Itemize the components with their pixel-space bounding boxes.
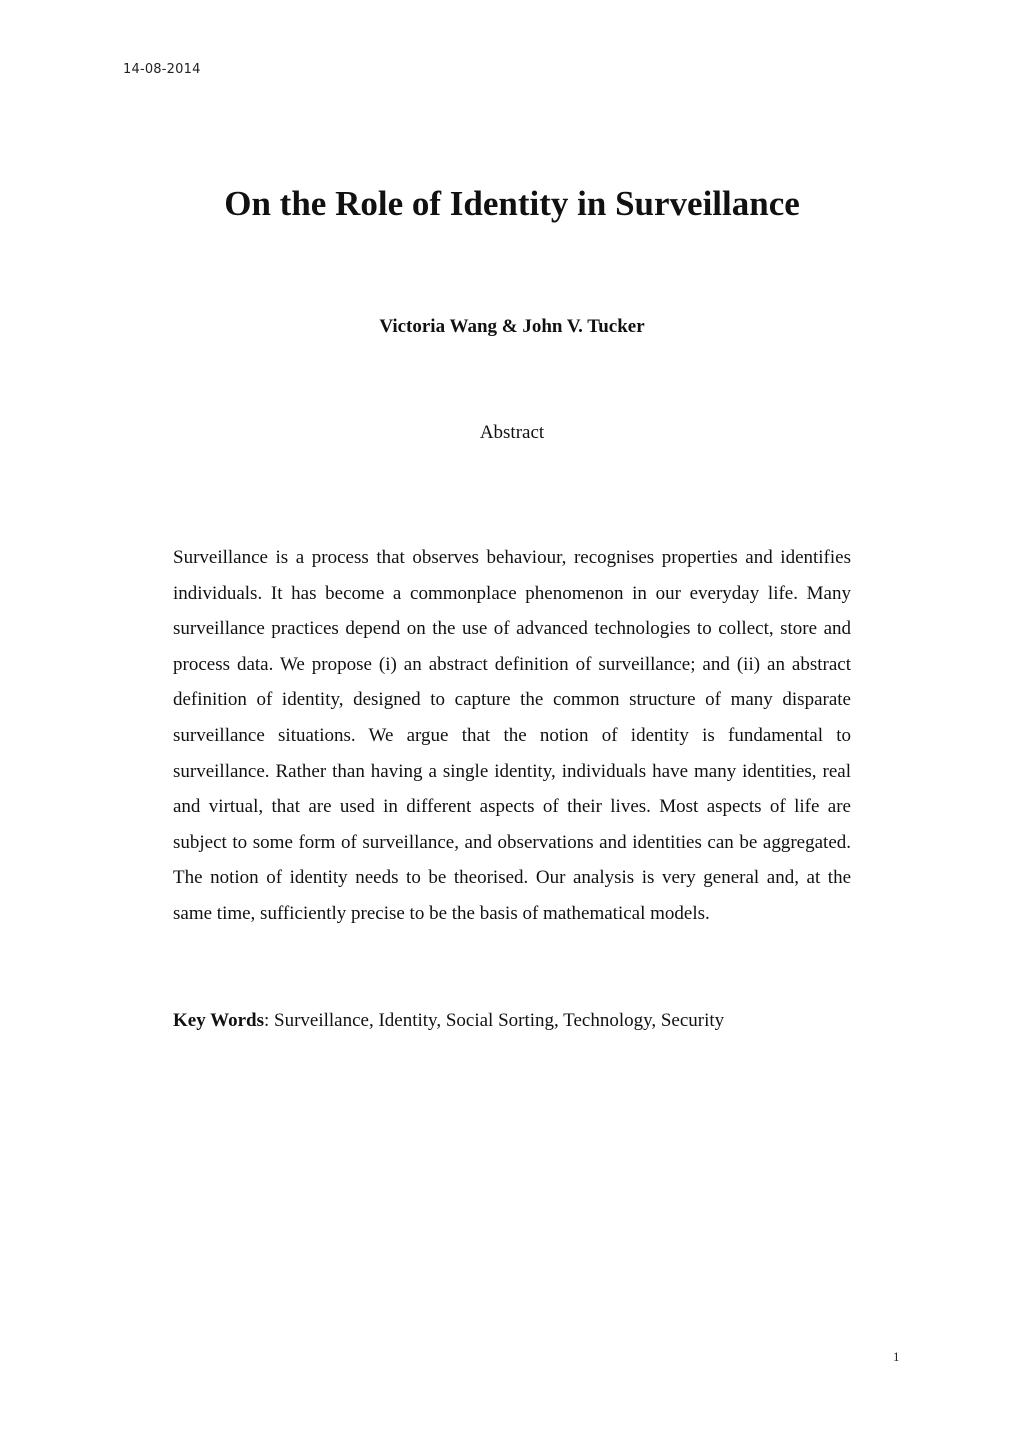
keywords-list: Surveillance, Identity, Social Sorting, Technology, Security xyxy=(274,1010,725,1031)
keywords-separator: : xyxy=(263,1010,274,1031)
abstract-body: Surveillance is a process that observes behaviour, recognises properties and identifies individuals. It has become a commonplace phenomenon in our everyday life. Many surveillance practices depend on the use of advanced technologies to collect, store and process data. We propose (i) an abstract definition of surveillance; and (ii) an abstract definition of identity, designed to capture the common structure of many disparate surveillance situations. We argue that the notion of identity is fundamental to surveillance. Rather than having a single identity, individuals have many identities, real and virtual, that are used in different aspects of their lives. Most aspects of life are subject to some form of surveillance, and observations and identities can be aggregated. The notion of identity needs to be theorised. Our analysis is very general and, at the same time, sufficiently precise to be the basis of mathematical models. xyxy=(173,547,851,924)
keywords-label: Key Words xyxy=(173,1010,264,1031)
page-number: 1 xyxy=(893,1349,900,1364)
header-date: 14-08-2014 xyxy=(123,62,201,77)
paper-authors: Victoria Wang & John V. Tucker xyxy=(379,316,645,337)
keywords-line xyxy=(173,1008,851,1034)
abstract-heading: Abstract xyxy=(479,422,545,443)
paper-title: On the Role of Identity in Surveillance xyxy=(224,184,800,223)
